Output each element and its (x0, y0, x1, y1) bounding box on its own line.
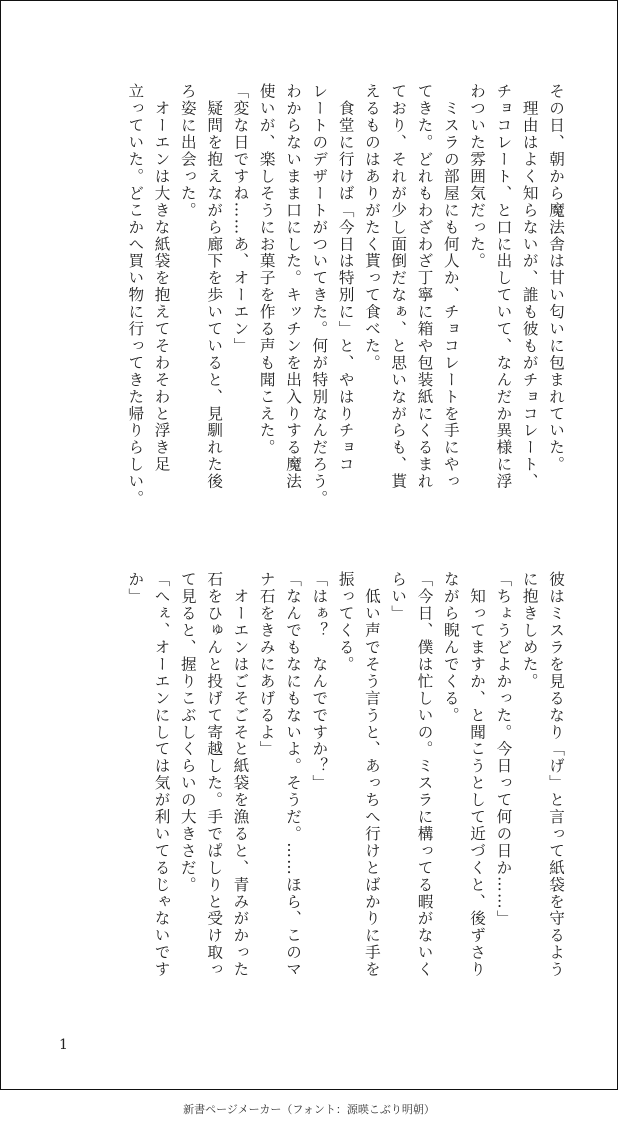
text-line: てきた。どれもわざわざ丁寧に箱や包装紙にくるまれ (415, 83, 434, 490)
text-line: 「なんでもなにもないよ。そうだ。……ほら、このマ (284, 571, 303, 978)
text-line: ミスラの部屋にも何人か、チョコレートを手にやっ (441, 83, 460, 490)
text-line: ながら睨んでくる。 (441, 571, 460, 724)
text-line: ナ石をきみにあげるよ」 (257, 571, 276, 758)
text-line: か」 (126, 571, 145, 605)
text-line: レートのデザートがついてきた。何が特別なんだろう。 (310, 83, 329, 507)
text-line: 彼はミスラを見るなり「げ」と言って紙袋を守るよう (547, 571, 565, 978)
text-line: 石をひゅんと投げて寄越した。手でぱしりと受け取っ (205, 571, 224, 978)
text-line: らい」 (389, 571, 408, 622)
text-line: 理由はよく知らないが、誰も彼もがチョコレート、 (520, 83, 539, 490)
text-line: わついた雰囲気だった。 (468, 83, 487, 270)
page-number: 1 (59, 1037, 68, 1053)
text-line: ており、それが少し面倒だなぁ、と思いながらも、貰 (389, 83, 408, 490)
text-line: 使いが、楽しそうにお菓子を作る声も聞こえた。 (257, 83, 276, 456)
text-line: 立っていた。どこかへ買い物に行ってきた帰りらしい。 (126, 83, 145, 507)
text-line: 振ってくる。 (336, 571, 355, 673)
text-line: 「へぇ、オーエンにしては気が利いてるじゃないです (152, 571, 171, 978)
top-text-block (59, 83, 569, 543)
text-line: 知ってますか、と聞こうとして近づくと、後ずさり (468, 571, 487, 978)
text-line: チョコレート、と口に出していて、なんだか異様に浮 (494, 83, 513, 490)
text-line: ろ姿に出会った。 (178, 83, 197, 219)
text-line: て見ると、握りこぶしくらいの大きさだ。 (178, 571, 197, 894)
text-line: その日、朝から魔法舎は甘い匂いに包まれていた。 (547, 83, 565, 473)
text-line: 「ちょうどよかった。今日って何の日か……」 (494, 571, 513, 927)
text-line: オーエンは大きな紙袋を抱えてそわそわと浮き足 (152, 83, 171, 473)
text-line: 「はぁ？ なんでですか？」 (310, 571, 329, 792)
text-line: 低い声でそう言うと、あっちへ行けとばかりに手を (362, 571, 381, 978)
text-line: 「今日、僕は忙しいの。ミスラに構ってる暇がないく (415, 571, 434, 978)
text-line: に抱きしめた。 (520, 571, 539, 690)
text-line: 「変な日ですね……あ、オーエン」 (231, 83, 250, 355)
text-line: 疑問を抱えながら廊下を歩いていると、見馴れた後 (205, 83, 224, 490)
bottom-text-block (59, 571, 569, 1041)
footer-caption: 新書ページメーカー（フォント：源暎こぶり明朝） (183, 1103, 435, 1116)
text-line: えるものはありがたく貰って食べた。 (362, 83, 381, 372)
text-line: わからないまま口にした。キッチンを出入りする魔法 (284, 83, 303, 490)
text-line: オーエンはごそごそと紙袋を漁ると、青みがかった (231, 571, 250, 978)
text-line: 食堂に行けば「今日は特別に」と、やはりチョコ (336, 83, 355, 473)
